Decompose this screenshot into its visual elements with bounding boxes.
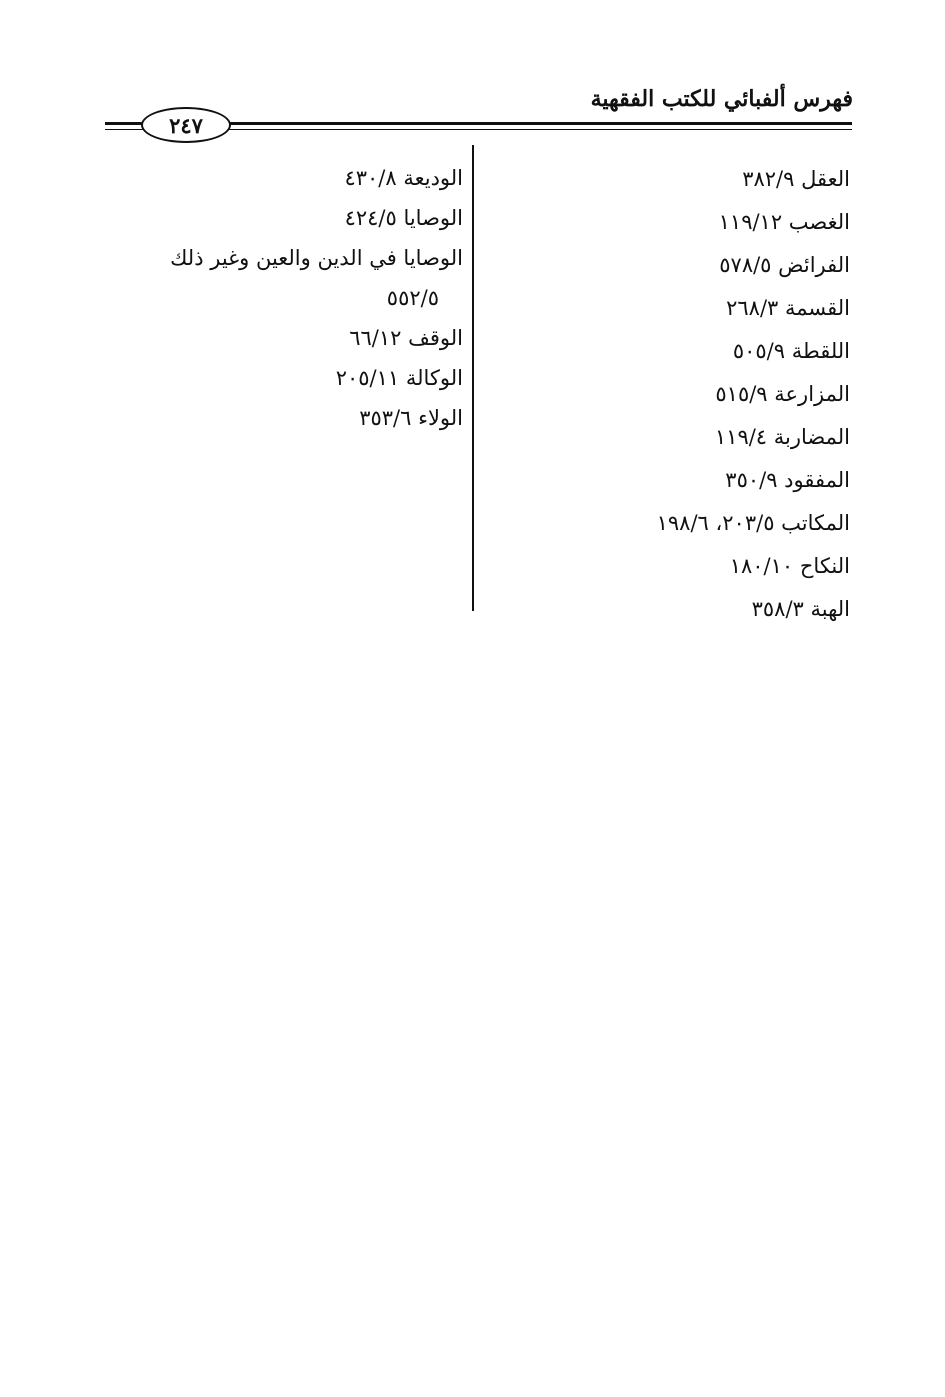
index-entry: المضاربة ١١٩/٤ [714, 425, 850, 449]
index-entry: الوكالة ٢٠٥/١١ [335, 366, 463, 390]
index-entry: اللقطة ٥٠٥/٩ [732, 339, 850, 363]
index-entry: المكاتب ٢٠٣/٥، ١٩٨/٦ [656, 511, 850, 535]
index-entry: القسمة ٢٦٨/٣ [726, 296, 850, 320]
column-divider [472, 145, 474, 611]
index-entry: المزارعة ٥١٥/٩ [715, 382, 850, 406]
index-column-right [520, 158, 850, 631]
index-entry: الولاء ٣٥٣/٦ [359, 406, 463, 430]
index-column-left [103, 158, 463, 438]
index-entry-multiline [103, 238, 463, 318]
index-entry: الوقف ٦٦/١٢ [349, 326, 463, 350]
index-entry: الوصايا ٤٢٤/٥ [344, 206, 463, 230]
index-entry-continuation: ٥٥٢/٥ [386, 286, 439, 310]
index-entry: العقل ٣٨٢/٩ [742, 167, 850, 191]
index-entry: النكاح ١٨٠/١٠ [729, 554, 850, 578]
running-header-title: فهرس ألفبائي للكتب الفقهية [590, 86, 853, 112]
index-entry: الفرائض ٥٧٨/٥ [719, 253, 850, 277]
index-entry: المفقود ٣٥٠/٩ [725, 468, 850, 492]
page-number: ٢٤٧ [141, 107, 231, 143]
index-entry: الوديعة ٤٣٠/٨ [344, 166, 463, 190]
index-entry: الهبة ٣٥٨/٣ [751, 597, 850, 621]
index-entry-line: الوصايا في الدين والعين وغير ذلك [170, 246, 463, 270]
index-entry: الغصب ١١٩/١٢ [718, 210, 850, 234]
